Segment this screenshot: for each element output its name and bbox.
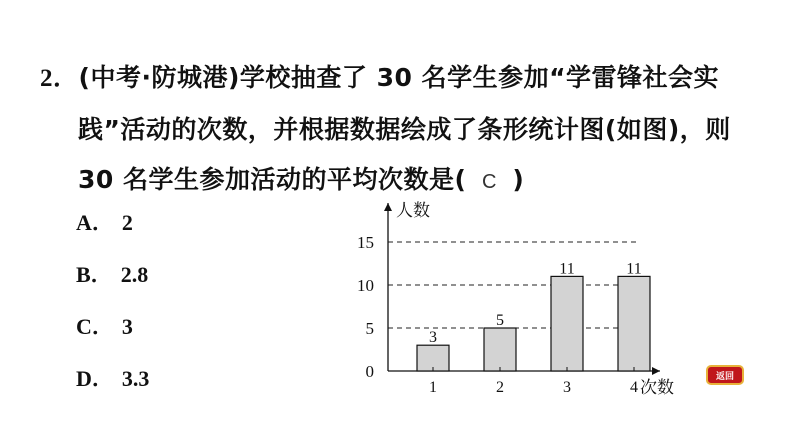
data-label: 11 — [626, 260, 642, 278]
y-tick-label: 5 — [365, 319, 374, 338]
option-letter: C． — [76, 314, 114, 339]
question-line-2 — [78, 110, 731, 146]
data-label: 3 — [429, 329, 437, 347]
question-text-2: 践”活动的次数，并根据数据绘成了条形统计图(如图)，则 — [78, 115, 731, 144]
data-label: 5 — [496, 312, 504, 329]
option-d — [76, 362, 149, 393]
option-a — [76, 206, 133, 237]
option-value: 2.8 — [120, 262, 149, 287]
x-tick-label: 1 — [429, 379, 437, 396]
x-axis-arrow — [652, 367, 660, 375]
x-axis-label: 次数 — [640, 378, 674, 398]
question-number: 2． — [40, 65, 79, 92]
option-letter: B． — [76, 262, 113, 287]
y-axis-arrow — [384, 203, 392, 211]
option-letter: D． — [76, 366, 114, 391]
y-tick-label: 10 — [357, 276, 374, 295]
option-b — [76, 258, 148, 289]
x-tick-label: 3 — [563, 379, 571, 396]
question-text-3: 30 名学生参加活动的平均次数是( — [78, 165, 467, 194]
bar — [484, 328, 516, 371]
question-line-1 — [40, 58, 719, 94]
x-tick-label: 4 — [630, 379, 638, 396]
data-label: 11 — [559, 260, 575, 278]
option-value: 2 — [121, 210, 133, 235]
question-text-3-end: ) — [512, 165, 525, 194]
bar-chart — [340, 195, 700, 405]
y-tick-label: 0 — [365, 362, 374, 381]
x-tick-label: 2 — [496, 379, 504, 396]
option-value: 3.3 — [121, 366, 150, 391]
option-letter: A． — [76, 210, 114, 235]
option-c — [76, 310, 133, 341]
option-value: 3 — [121, 314, 133, 339]
question-line-3 — [78, 160, 524, 196]
back-button[interactable]: 返回 — [706, 365, 744, 385]
answer-text: C — [481, 171, 497, 193]
y-axis-label: 人数 — [396, 201, 430, 221]
y-tick-label: 15 — [357, 233, 374, 252]
bar — [551, 276, 583, 371]
bar — [618, 276, 650, 371]
question-text-1: (中考·防城港)学校抽查了 30 名学生参加“学雷锋社会实 — [78, 63, 719, 92]
